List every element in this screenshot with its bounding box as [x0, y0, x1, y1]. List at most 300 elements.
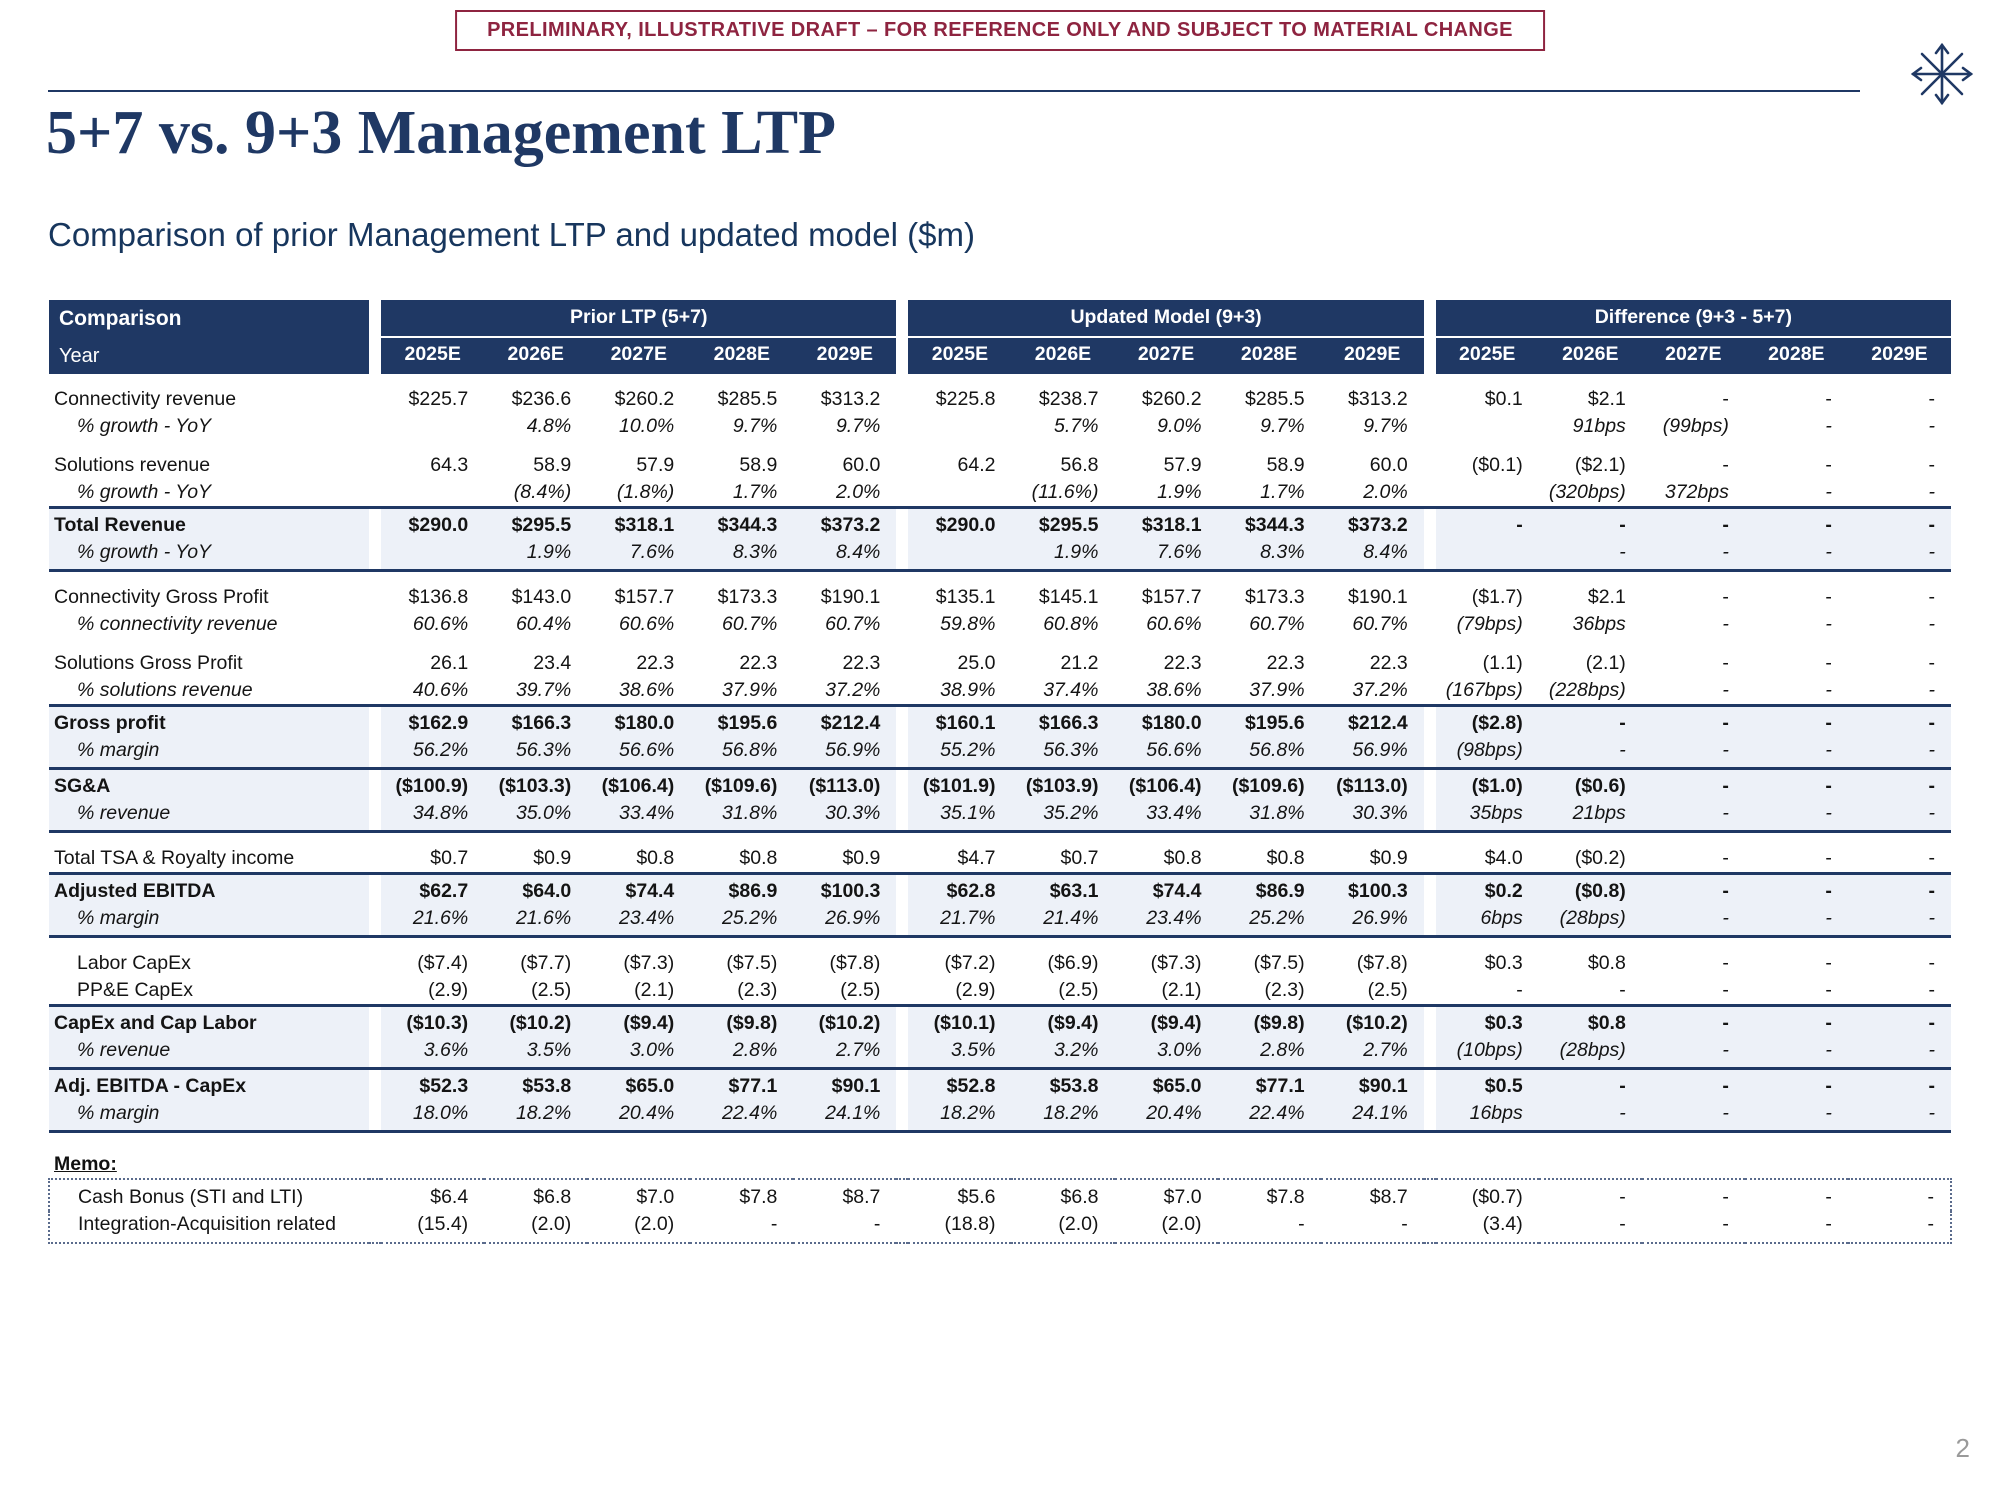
updated-cell: 25.0: [957, 652, 996, 675]
diff-cell: (99bps): [1662, 415, 1729, 438]
spacer: [1424, 800, 1436, 832]
year-header: 2028E: [1218, 337, 1321, 375]
prior-cell: 37.2%: [825, 679, 881, 702]
prior-cell: $318.1: [587, 508, 690, 540]
diff-cell: -: [1642, 508, 1745, 540]
prior-cell: 64.3: [430, 454, 469, 477]
diff-cell: -: [1848, 1179, 1951, 1211]
prior-cell: ($7.5): [726, 952, 778, 975]
row-label: % revenue: [49, 800, 369, 832]
prior-cell: ($10.3): [381, 1006, 484, 1038]
diff-cell: ($0.7): [1436, 1179, 1539, 1211]
table-corner: [49, 300, 369, 374]
table-row: [49, 1069, 1951, 1101]
diff-cell: [1436, 1132, 1539, 1180]
updated-cell: $225.8: [935, 388, 996, 411]
row-label: PP&E CapEx: [77, 979, 193, 1002]
year-header: 2025E: [381, 337, 484, 375]
spacer: [369, 300, 381, 374]
spacer: [896, 737, 908, 769]
prior-cell: $236.6: [511, 388, 572, 411]
prior-cell: $373.2: [793, 508, 896, 540]
row-label: % margin: [49, 737, 369, 769]
spacer: [1424, 706, 1436, 738]
diff-cell: -: [1848, 1069, 1951, 1101]
diff-cell: -: [1848, 539, 1951, 571]
prior-cell: (2.5): [531, 979, 572, 1002]
prior-cell: $173.3: [717, 586, 778, 609]
spacer: [1424, 937, 1436, 978]
spacer: [896, 1100, 908, 1132]
prior-cell: 23.4%: [587, 905, 690, 937]
spacer: [1424, 1006, 1436, 1038]
spacer: [1424, 677, 1436, 706]
table-row: [49, 832, 1951, 874]
row-label: % solutions revenue: [77, 679, 253, 702]
diff-cell: -: [1436, 508, 1539, 540]
updated-cell: ($113.0): [1321, 769, 1424, 801]
prior-cell: 20.4%: [587, 1100, 690, 1132]
prior-cell: 22.3: [739, 652, 778, 675]
spacer: [369, 539, 381, 571]
updated-cell: [1218, 1132, 1321, 1180]
updated-cell: 1.9%: [1157, 481, 1202, 504]
prior-cell: [381, 539, 484, 571]
prior-cell: $53.8: [484, 1069, 587, 1101]
updated-cell: 56.6%: [1115, 737, 1218, 769]
updated-cell: 9.7%: [1260, 415, 1305, 438]
updated-cell: $5.6: [908, 1179, 1011, 1211]
table-row: [49, 737, 1951, 769]
diff-cell: ($2.8): [1436, 706, 1539, 738]
updated-cell: $195.6: [1218, 706, 1321, 738]
diff-cell: 35bps: [1436, 800, 1539, 832]
diff-cell: -: [1642, 874, 1745, 906]
starburst-logo-icon: [1910, 42, 1974, 106]
prior-cell: 9.7%: [732, 415, 778, 438]
updated-cell: 5.7%: [1054, 415, 1099, 438]
updated-cell: $157.7: [1141, 586, 1202, 609]
diff-cell: (10bps): [1436, 1037, 1539, 1069]
diff-cell: (320bps): [1548, 481, 1626, 504]
diff-cell: -: [1642, 706, 1745, 738]
diff-cell: -: [1745, 539, 1848, 571]
diff-cell: (28bps): [1539, 905, 1642, 937]
row-label: Memo:: [54, 1153, 117, 1176]
prior-cell: 3.0%: [587, 1037, 690, 1069]
diff-cell: -: [1745, 508, 1848, 540]
prior-cell: $260.2: [614, 388, 675, 411]
updated-cell: 25.2%: [1218, 905, 1321, 937]
spacer: [896, 374, 908, 413]
prior-cell: 18.0%: [381, 1100, 484, 1132]
prior-cell: 22.3: [636, 652, 675, 675]
diff-cell: ($2.1): [1574, 454, 1626, 477]
diff-cell: -: [1539, 1211, 1642, 1243]
prior-cell: ($113.0): [793, 769, 896, 801]
updated-cell: ($103.9): [1011, 769, 1114, 801]
updated-cell: $285.5: [1244, 388, 1305, 411]
updated-cell: $53.8: [1011, 1069, 1114, 1101]
row-label: Integration-Acquisition related: [49, 1211, 369, 1243]
diff-cell: -: [1745, 1069, 1848, 1101]
prior-cell: $285.5: [717, 388, 778, 411]
diff-cell: -: [1722, 679, 1729, 702]
spacer: [1424, 1211, 1436, 1243]
spacer: [896, 832, 908, 874]
spacer: [896, 508, 908, 540]
diff-cell: [1642, 1132, 1745, 1180]
prior-cell: 21.6%: [381, 905, 484, 937]
prior-cell: -: [793, 1211, 896, 1243]
updated-cell: ($10.1): [908, 1006, 1011, 1038]
year-header: 2029E: [793, 337, 896, 375]
row-label: Labor CapEx: [77, 952, 191, 975]
diff-cell: -: [1848, 905, 1951, 937]
spacer: [896, 1037, 908, 1069]
prior-cell: (2.0): [587, 1211, 690, 1243]
diff-cell: ($1.7): [1471, 586, 1523, 609]
table-row: [49, 677, 1951, 706]
table-row: [49, 937, 1951, 978]
year-header: 2026E: [484, 337, 587, 375]
diff-cell: (79bps): [1456, 613, 1523, 636]
updated-cell: 24.1%: [1321, 1100, 1424, 1132]
prior-cell: $190.1: [820, 586, 881, 609]
prior-cell: $6.8: [484, 1179, 587, 1211]
spacer: [896, 937, 908, 978]
diff-cell: -: [1642, 1100, 1745, 1132]
row-label: % growth - YoY: [49, 539, 369, 571]
prior-cell: ($7.7): [520, 952, 572, 975]
prior-cell: $225.7: [408, 388, 469, 411]
diff-cell: -: [1928, 481, 1935, 504]
diff-cell: -: [1825, 952, 1832, 975]
prior-cell: (2.1): [634, 979, 675, 1002]
updated-cell: 7.6%: [1115, 539, 1218, 571]
spacer: [1424, 413, 1436, 440]
spacer: [896, 300, 908, 374]
diff-cell: -: [1642, 1006, 1745, 1038]
spacer: [369, 1211, 381, 1243]
updated-cell: 22.3: [1266, 652, 1305, 675]
prior-cell: 31.8%: [690, 800, 793, 832]
updated-cell: 21.2: [1060, 652, 1099, 675]
row-label: Adjusted EBITDA: [49, 874, 369, 906]
row-label: % growth - YoY: [77, 415, 212, 438]
spacer: [1424, 300, 1436, 374]
spacer: [1424, 638, 1436, 677]
diff-cell: -: [1642, 1179, 1745, 1211]
spacer: [369, 800, 381, 832]
updated-cell: ($101.9): [908, 769, 1011, 801]
table-row: [49, 1132, 1951, 1180]
spacer: [369, 374, 381, 413]
diff-cell: -: [1642, 1069, 1745, 1101]
updated-cell: $212.4: [1321, 706, 1424, 738]
diff-cell: -: [1642, 737, 1745, 769]
prior-cell: $180.0: [587, 706, 690, 738]
prior-cell: 37.9%: [722, 679, 778, 702]
updated-cell: 8.4%: [1321, 539, 1424, 571]
prior-cell: [793, 1132, 896, 1180]
prior-cell: [690, 1132, 793, 1180]
diff-cell: -: [1539, 706, 1642, 738]
diff-cell: $0.1: [1484, 388, 1523, 411]
diff-cell: -: [1928, 979, 1935, 1002]
diff-cell: -: [1848, 1100, 1951, 1132]
updated-cell: 23.4%: [1115, 905, 1218, 937]
updated-cell: 35.1%: [908, 800, 1011, 832]
updated-cell: (18.8): [908, 1211, 1011, 1243]
diff-cell: -: [1539, 1069, 1642, 1101]
updated-cell: [1011, 1132, 1114, 1180]
updated-cell: 59.8%: [940, 613, 996, 636]
prior-cell: 58.9: [739, 454, 778, 477]
updated-cell: 8.3%: [1218, 539, 1321, 571]
diff-cell: -: [1848, 800, 1951, 832]
spacer: [369, 1006, 381, 1038]
diff-cell: -: [1848, 508, 1951, 540]
prior-cell: $8.7: [793, 1179, 896, 1211]
spacer: [1424, 1069, 1436, 1101]
table-row: [49, 1100, 1951, 1132]
updated-cell: [908, 1132, 1011, 1180]
diff-cell: -: [1642, 905, 1745, 937]
prior-cell: $162.9: [381, 706, 484, 738]
updated-cell: (2.0): [1115, 1211, 1218, 1243]
table-row: [49, 1211, 1951, 1243]
row-label: Connectivity Gross Profit: [54, 586, 269, 609]
spacer: [896, 905, 908, 937]
spacer: [896, 706, 908, 738]
header-divider-line: [48, 90, 1860, 92]
diff-cell: 16bps: [1436, 1100, 1539, 1132]
updated-cell: 21.4%: [1011, 905, 1114, 937]
spacer: [896, 800, 908, 832]
diff-cell: -: [1848, 706, 1951, 738]
diff-cell: -: [1745, 1211, 1848, 1243]
table-row: [49, 440, 1951, 479]
prior-cell: $7.0: [587, 1179, 690, 1211]
spacer: [369, 737, 381, 769]
prior-cell: 56.3%: [484, 737, 587, 769]
spacer: [1424, 571, 1436, 612]
prior-cell: ($109.6): [690, 769, 793, 801]
diff-cell: -: [1825, 586, 1832, 609]
prior-cell: ($7.3): [623, 952, 675, 975]
prior-cell: 33.4%: [587, 800, 690, 832]
year-header: 2029E: [1848, 337, 1951, 375]
row-label: Total TSA & Royalty income: [54, 847, 295, 870]
prior-cell: 4.8%: [526, 415, 572, 438]
updated-cell: 9.0%: [1157, 415, 1202, 438]
spacer: [1424, 977, 1436, 1006]
prior-cell: $62.7: [381, 874, 484, 906]
table-row: [49, 1037, 1951, 1069]
updated-cell: $52.8: [908, 1069, 1011, 1101]
spacer: [369, 706, 381, 738]
diff-cell: -: [1825, 652, 1832, 675]
diff-cell: 91bps: [1572, 415, 1626, 438]
spacer: [1424, 832, 1436, 874]
diff-cell: $4.0: [1484, 847, 1523, 870]
corner-line-2: Year: [59, 344, 100, 367]
prior-cell: 18.2%: [484, 1100, 587, 1132]
diff-cell: -: [1848, 769, 1951, 801]
diff-cell: ($0.1): [1471, 454, 1523, 477]
diff-cell: -: [1928, 388, 1935, 411]
row-label: Solutions Gross Profit: [54, 652, 243, 675]
prior-cell: 3.5%: [484, 1037, 587, 1069]
prior-cell: $166.3: [484, 706, 587, 738]
diff-cell: -: [1642, 800, 1745, 832]
updated-cell: 37.9%: [1249, 679, 1305, 702]
updated-cell: 35.2%: [1011, 800, 1114, 832]
row-label: % revenue: [49, 1037, 369, 1069]
prior-cell: [587, 1132, 690, 1180]
spacer: [896, 1211, 908, 1243]
updated-cell: $313.2: [1348, 388, 1408, 411]
diff-cell: ($0.6): [1539, 769, 1642, 801]
spacer: [1424, 479, 1436, 508]
updated-cell: 38.6%: [1146, 679, 1202, 702]
group-header: Updated Model (9+3): [908, 300, 1423, 337]
updated-cell: (2.5): [1367, 979, 1408, 1002]
prior-cell: $6.4: [381, 1179, 484, 1211]
prior-cell: 25.2%: [690, 905, 793, 937]
updated-cell: $344.3: [1218, 508, 1321, 540]
updated-cell: 57.9: [1163, 454, 1202, 477]
updated-cell: ($10.2): [1321, 1006, 1424, 1038]
table-row: [49, 977, 1951, 1006]
updated-cell: 60.7%: [1249, 613, 1305, 636]
diff-cell: -: [1928, 415, 1935, 438]
spacer: [369, 440, 381, 479]
updated-cell: 20.4%: [1115, 1100, 1218, 1132]
updated-cell: $135.1: [935, 586, 996, 609]
diff-cell: (98bps): [1436, 737, 1539, 769]
spacer: [896, 1006, 908, 1038]
updated-cell: -: [1218, 1211, 1321, 1243]
diff-cell: -: [1825, 679, 1832, 702]
table-row: [49, 769, 1951, 801]
prior-cell: ($100.9): [381, 769, 484, 801]
diff-cell: -: [1928, 847, 1935, 870]
prior-cell: $90.1: [793, 1069, 896, 1101]
spacer: [369, 611, 381, 638]
diff-cell: [1436, 539, 1539, 571]
updated-cell: $6.8: [1011, 1179, 1114, 1211]
row-label: % margin: [49, 905, 369, 937]
spacer: [369, 479, 381, 508]
prior-cell: 40.6%: [412, 679, 469, 702]
updated-cell: $63.1: [1011, 874, 1114, 906]
spacer: [369, 832, 381, 874]
updated-cell: $100.3: [1321, 874, 1424, 906]
spacer: [369, 1037, 381, 1069]
prior-cell: $100.3: [793, 874, 896, 906]
prior-cell: $77.1: [690, 1069, 793, 1101]
table-row: [49, 800, 1951, 832]
updated-cell: 21.7%: [908, 905, 1011, 937]
prior-cell: 56.8%: [690, 737, 793, 769]
diff-cell: (167bps): [1445, 679, 1523, 702]
row-label: Gross profit: [49, 706, 369, 738]
updated-cell: [1115, 1132, 1218, 1180]
diff-cell: -: [1848, 1211, 1951, 1243]
prior-cell: 60.7%: [825, 613, 881, 636]
prior-cell: 2.0%: [835, 481, 881, 504]
diff-cell: $2.1: [1587, 388, 1626, 411]
prior-cell: $157.7: [614, 586, 675, 609]
prior-cell: 38.6%: [618, 679, 675, 702]
updated-cell: 1.7%: [1260, 481, 1305, 504]
prior-cell: [484, 1132, 587, 1180]
updated-cell: 9.7%: [1363, 415, 1408, 438]
diff-cell: $0.8: [1587, 952, 1626, 975]
spacer: [896, 874, 908, 906]
diff-cell: -: [1722, 979, 1729, 1002]
prior-cell: 8.4%: [793, 539, 896, 571]
page-title: 5+7 vs. 9+3 Management LTP: [46, 99, 836, 167]
spacer: [1424, 374, 1436, 413]
prior-cell: 10.0%: [618, 415, 675, 438]
diff-cell: -: [1825, 415, 1832, 438]
diff-cell: -: [1539, 1100, 1642, 1132]
prior-cell: 60.7%: [722, 613, 778, 636]
spacer: [896, 571, 908, 612]
updated-cell: 1.9%: [1011, 539, 1114, 571]
updated-cell: 56.3%: [1011, 737, 1114, 769]
diff-cell: -: [1825, 613, 1832, 636]
diff-cell: -: [1745, 706, 1848, 738]
updated-cell: ($7.8): [1356, 952, 1408, 975]
updated-cell: 3.0%: [1115, 1037, 1218, 1069]
updated-cell: 37.2%: [1352, 679, 1408, 702]
diff-cell: -: [1722, 613, 1729, 636]
prior-cell: (2.3): [737, 979, 778, 1002]
prior-cell: 39.7%: [515, 679, 572, 702]
updated-cell: 30.3%: [1321, 800, 1424, 832]
updated-cell: (2.0): [1011, 1211, 1114, 1243]
row-label: % margin: [49, 1100, 369, 1132]
updated-cell: 55.2%: [908, 737, 1011, 769]
diff-cell: -: [1928, 652, 1935, 675]
spacer: [1424, 611, 1436, 638]
prior-cell: 7.6%: [587, 539, 690, 571]
year-header: 2027E: [587, 337, 690, 375]
prior-cell: 57.9: [636, 454, 675, 477]
updated-cell: (2.3): [1264, 979, 1305, 1002]
spacer: [1424, 440, 1436, 479]
diff-cell: (1.1): [1482, 652, 1523, 675]
prior-cell: 56.6%: [587, 737, 690, 769]
year-header: 2026E: [1539, 337, 1642, 375]
year-header: 2025E: [908, 337, 1011, 375]
diff-cell: -: [1745, 737, 1848, 769]
updated-cell: ($7.5): [1253, 952, 1305, 975]
diff-cell: -: [1642, 539, 1745, 571]
year-header: 2029E: [1321, 337, 1424, 375]
spacer: [896, 440, 908, 479]
updated-cell: 60.6%: [1146, 613, 1202, 636]
row-label: Solutions revenue: [54, 454, 211, 477]
prior-cell: 58.9: [533, 454, 572, 477]
row-label: SG&A: [49, 769, 369, 801]
spacer: [1424, 1100, 1436, 1132]
updated-cell: 60.7%: [1352, 613, 1408, 636]
